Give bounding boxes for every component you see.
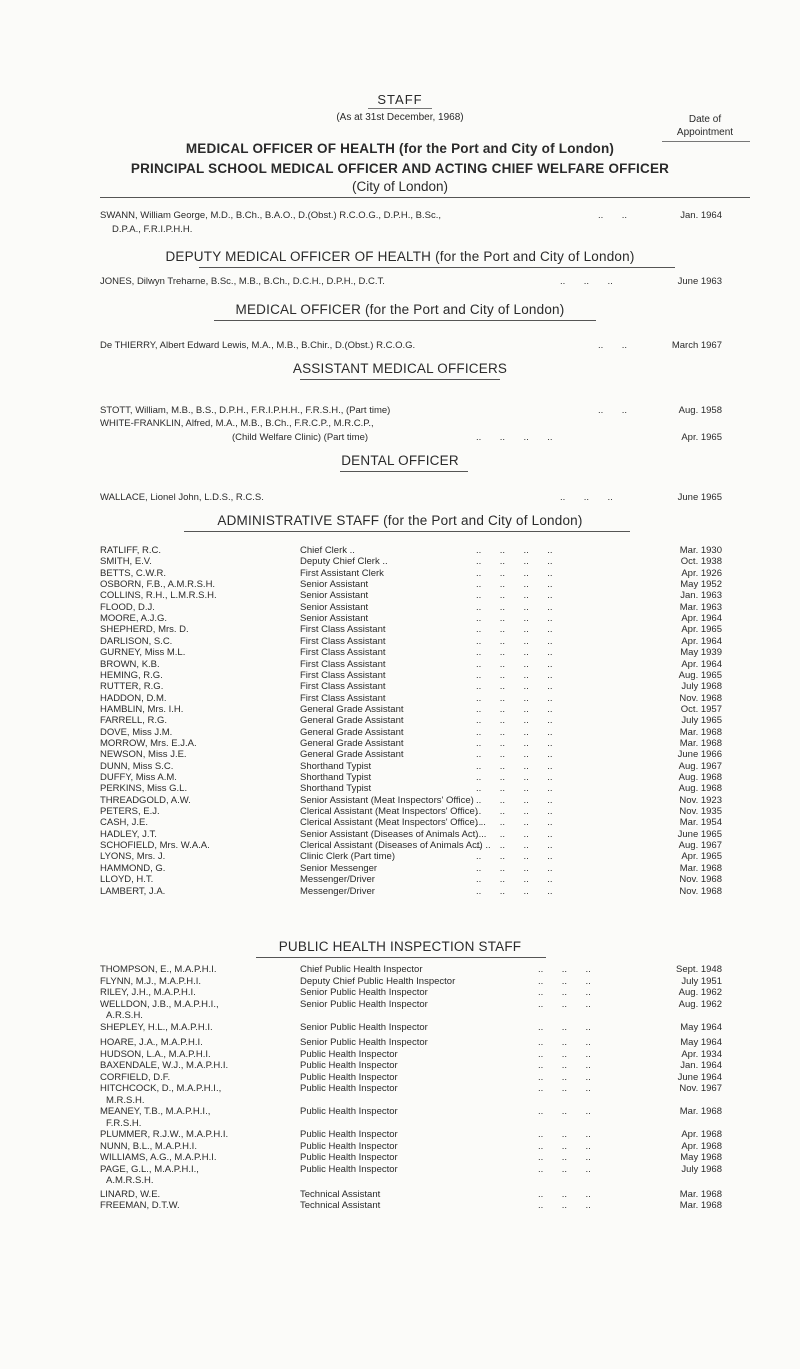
leader-dots: .. .. .. [538,975,591,987]
admin-heading: ADMINISTRATIVE STAFF (for the Port and City of London) [217,513,583,528]
staff-title: General Grade Assistant [300,749,404,761]
staff-name: CORFIELD, D.F. [100,1071,171,1083]
assistant-entry [0,418,800,431]
deputy-name: JONES, Dilwyn Treharne, B.Sc., M.B., B.Ch., D.C.H., D.P.H., D.C.T. [100,276,385,287]
leader-dots: .. .. .. .. [476,681,553,693]
staff-name: PERKINS, Miss G.L. [100,783,188,795]
table-row [0,1022,800,1035]
assistant-officers-heading: ASSISTANT MEDICAL OFFICERS [292,361,508,376]
leader-dots: .. .. .. .. [476,874,553,886]
staff-name: SHEPLEY, H.L., M.A.P.H.I. [100,1021,213,1033]
staff-name: OSBORN, F.B., A.M.R.S.H. [100,579,216,591]
leader-dots: .. .. .. .. [476,567,553,579]
dental-underline [340,471,468,472]
deputy-entry [0,276,800,289]
staff-title: Senior Public Health Inspector [300,987,428,998]
staff-date: Mar. 1968 [679,862,722,874]
leader-dots: .. .. .. [538,1037,591,1048]
staff-name: THREADGOLD, A.W. [100,794,191,806]
staff-title: Senior Assistant [300,613,369,625]
staff-title: Public Health Inspector [300,1163,398,1175]
staff-name: SCHOFIELD, Mrs. W.A.A. [100,840,210,852]
dental-name: WALLACE, Lionel John, L.D.S., R.C.S. [100,492,264,503]
staff-date: Oct. 1957 [680,703,722,715]
staff-qualification: M.R.S.H. [106,1094,145,1106]
staff-name: HAMMOND, G. [100,862,166,874]
staff-date: July 1965 [681,715,722,727]
staff-date: Nov. 1967 [679,1083,722,1094]
staff-title: Clerical Assistant (Diseases of Animals Act) .. [300,840,491,852]
deputy-date: June 1963 [677,276,722,287]
leader-dots: .. .. [598,210,628,221]
leader-dots: .. .. .. [538,1060,591,1071]
staff-name: WELLDON, J.B., M.A.P.H.I., [100,998,219,1010]
staff-date: June 1966 [677,749,722,761]
staff-date: May 1964 [680,1037,722,1048]
moh-name: SWANN, William George, M.D., B.Ch., B.A.O., D.(Obst.) R.C.O.G., D.P.H., B.Sc., [100,210,442,221]
leader-dots: .. .. .. [560,276,613,287]
staff-title: Deputy Chief Public Health Inspector [300,975,456,987]
staff-date: Mar. 1968 [679,1106,722,1117]
staff-name: RUTTER, R.G. [100,681,164,693]
staff-title: Technical Assistant [300,1200,381,1211]
table-row-cont [0,1175,800,1188]
date-column-heading: Date of Appointment [676,114,734,138]
staff-name: MEANEY, T.B., M.A.P.H.I., [100,1106,211,1117]
medical-officer-heading: MEDICAL OFFICER (for the Port and City of London) [235,302,565,317]
staff-date: May 1939 [680,647,722,659]
staff-date: Mar. 1963 [679,601,722,613]
leader-dots: .. .. .. [538,1083,591,1094]
leader-dots: .. .. .. .. [476,545,553,556]
leader-dots: .. .. .. [560,492,613,503]
staff-date: Apr. 1964 [681,613,722,625]
assistant-name: STOTT, William, M.B., B.S., D.P.H., F.R.I.P.H.H., F.R.S.H., (Part time) [100,405,391,416]
staff-name: MORROW, Mrs. E.J.A. [100,737,197,749]
leader-dots: .. .. .. .. [476,806,553,818]
staff-name: THOMPSON, E., M.A.P.H.I. [100,964,217,975]
staff-date: May 1952 [680,579,722,591]
staff-title: Clerical Assistant (Meat Inspectors' Office) .. [300,817,486,829]
leader-dots: .. .. .. .. [476,772,553,783]
leader-dots: .. .. .. .. [476,432,553,443]
staff-date: July 1968 [681,681,722,693]
staff-name: HOARE, J.A., M.A.P.H.I. [100,1037,203,1048]
assistant-note: (Child Welfare Clinic) (Part time) [232,432,369,443]
staff-date: July 1951 [681,975,722,987]
staff-title: Senior Assistant (Meat Inspectors' Office) [300,794,474,806]
staff-date: Sept. 1948 [676,964,722,975]
staff-name: DUFFY, Miss A.M. [100,772,177,783]
staff-name: PAGE, G.L., M.A.P.H.I., [100,1163,199,1175]
staff-name: LAMBERT, J.A. [100,885,166,897]
staff-name: FLYNN, M.J., M.A.P.H.I. [100,975,201,987]
staff-date: Nov. 1935 [679,806,722,818]
staff-name: PETERS, E.J. [100,806,160,818]
staff-date: Mar. 1968 [679,737,722,749]
leader-dots: .. .. [598,405,628,416]
staff-title: General Grade Assistant [300,715,404,727]
staff-title: Messenger/Driver [300,885,375,897]
leader-dots: .. .. .. .. [476,647,553,659]
staff-name: LINARD, W.E. [100,1188,161,1200]
staff-title: General Grade Assistant [300,703,404,715]
staff-date: May 1964 [680,1021,722,1033]
leader-dots: .. .. [598,340,628,351]
leader-dots: .. .. .. .. [476,828,553,840]
moh-date: Jan. 1964 [680,210,722,221]
leader-dots: .. .. .. [538,1188,591,1200]
leader-dots: .. .. .. .. [476,590,553,602]
leader-dots: .. .. .. .. [476,556,553,568]
leader-dots: .. .. .. [538,1048,591,1060]
staff-name: DOVE, Miss J.M. [100,726,173,738]
leader-dots: .. .. .. .. [476,760,553,772]
dental-entry [0,492,800,505]
assistant-date: Aug. 1958 [678,405,722,416]
staff-date: June 1965 [677,828,722,840]
staff-name: DUNN, Miss S.C. [100,760,174,772]
staff-name: PLUMMER, R.J.W., M.A.P.H.I. [100,1129,229,1140]
staff-qualification: F.R.S.H. [106,1117,142,1129]
as-at-date: (As at 31st December, 1968) [336,112,464,123]
staff-name: FARRELL, R.G. [100,715,168,727]
staff-title: Shorthand Typist [300,760,372,772]
page-title: STAFF [377,92,423,107]
leader-dots: .. .. .. [538,1140,591,1152]
staff-title: First Class Assistant [300,669,386,681]
leader-dots: .. .. .. [538,964,591,975]
staff-name: LLOYD, H.T. [100,874,154,886]
staff-date: Mar. 1968 [679,1200,722,1211]
staff-date: May 1968 [680,1152,722,1163]
staff-date: Apr. 1965 [681,851,722,863]
staff-date: Aug. 1965 [678,669,722,681]
staff-title: Public Health Inspector [300,1083,398,1094]
staff-name: HADLEY, J.T. [100,828,157,840]
staff-name: BAXENDALE, W.J., M.A.P.H.I. [100,1060,229,1071]
staff-title: Senior Assistant [300,590,369,602]
staff-title: Public Health Inspector [300,1060,398,1071]
staff-title: Senior Assistant [300,601,369,613]
staff-date: Nov. 1968 [679,692,722,704]
dental-date: June 1965 [677,492,722,503]
staff-title: Senior Public Health Inspector [300,1021,428,1033]
staff-date: Oct. 1938 [680,556,722,568]
leader-dots: .. .. .. [538,1152,591,1163]
leader-dots: .. .. .. [538,1163,591,1175]
leader-dots: .. .. .. [538,998,591,1010]
staff-title: Senior Assistant [300,579,369,591]
staff-name: SHEPHERD, Mrs. D. [100,624,189,636]
dental-heading: DENTAL OFFICER [341,453,459,468]
leader-dots: .. .. .. [538,1129,591,1140]
staff-date: Apr. 1934 [681,1048,722,1060]
staff-name: BROWN, K.B. [100,658,160,670]
staff-title: Chief Public Health Inspector [300,964,423,975]
staff-date: Nov. 1923 [679,794,722,806]
moh-heading: MEDICAL OFFICER OF HEALTH (for the Port and City of London) [185,141,615,156]
staff-title: Technical Assistant [300,1188,381,1200]
moh-entry [0,210,800,223]
staff-title: First Class Assistant [300,635,386,647]
staff-date: June 1964 [677,1071,722,1083]
staff-date: Mar. 1930 [679,545,722,556]
staff-name: GURNEY, Miss M.L. [100,647,186,659]
staff-name: HAMBLIN, Mrs. I.H. [100,703,184,715]
leader-dots: .. .. .. .. [476,817,553,829]
staff-name: NEWSON, Miss J.E. [100,749,187,761]
staff-name: SMITH, E.V. [100,556,152,568]
staff-date: Jan. 1964 [680,1060,722,1071]
staff-name: DARLISON, S.C. [100,635,173,647]
staff-name: WILLIAMS, A.G., M.A.P.H.I. [100,1152,217,1163]
leader-dots: .. .. .. .. [476,840,553,852]
leader-dots: .. .. .. .. [476,885,553,897]
medical-officer-date: March 1967 [671,340,722,351]
staff-date: Nov. 1968 [679,874,722,886]
leader-dots: .. .. .. .. [476,635,553,647]
leader-dots: .. .. .. [538,987,591,998]
leader-dots: .. .. .. .. [476,862,553,874]
staff-title: General Grade Assistant [300,726,404,738]
staff-date: Aug. 1962 [678,987,722,998]
staff-title: Senior Public Health Inspector [300,998,428,1010]
moh-qualifications: D.P.A., F.R.I.P.H.H. [112,224,193,235]
staff-title: First Class Assistant [300,681,386,693]
staff-title: Clerical Assistant (Meat Inspectors' Office) [300,806,478,818]
staff-date: Aug. 1962 [678,998,722,1010]
staff-date: Jan. 1963 [680,590,722,602]
leader-dots: .. .. .. .. [476,794,553,806]
staff-name: FLOOD, D.J. [100,601,155,613]
staff-date: Aug. 1967 [678,760,722,772]
staff-title: Public Health Inspector [300,1106,398,1117]
staff-qualification: A.M.R.S.H. [106,1175,154,1186]
leader-dots: .. .. .. [538,1021,591,1033]
staff-title: Public Health Inspector [300,1129,398,1140]
assistant-officers-underline [300,379,500,380]
staff-title: Clinic Clerk (Part time) [300,851,396,863]
staff-title: First Class Assistant [300,647,386,659]
leader-dots: .. .. .. .. [476,579,553,591]
medical-officer-underline [214,320,596,321]
leader-dots: .. .. .. .. [476,692,553,704]
moh-entry-cont [0,224,800,237]
staff-title: First Class Assistant [300,692,386,704]
deputy-underline [199,267,675,268]
leader-dots: .. .. .. .. [476,601,553,613]
assistant-entry [0,405,800,418]
deputy-heading: DEPUTY MEDICAL OFFICER OF HEALTH (for the Port and City of London) [165,249,635,264]
assistant-entry-cont [0,432,800,445]
staff-title: Public Health Inspector [300,1152,398,1163]
staff-date: July 1968 [681,1163,722,1175]
leader-dots: .. .. .. .. [476,703,553,715]
staff-name: NUNN, B.L., M.A.P.H.I. [100,1140,197,1152]
staff-name: HITCHCOCK, D., M.A.P.H.I., [100,1083,222,1094]
leader-dots: .. .. .. [538,1200,591,1211]
staff-date: Apr. 1965 [681,624,722,636]
leader-dots: .. .. .. [538,1071,591,1083]
leader-dots: .. .. .. [538,1106,591,1117]
staff-date: Apr. 1968 [681,1129,722,1140]
city-subheading: (City of London) [351,179,449,194]
staff-name: RILEY, J.H., M.A.P.H.I. [100,987,196,998]
staff-name: HEMING, R.G. [100,669,163,681]
staff-date: Mar. 1968 [679,1188,722,1200]
staff-date: Nov. 1968 [679,885,722,897]
staff-name: HADDON, D.M. [100,692,167,704]
staff-name: FREEMAN, D.T.W. [100,1200,180,1211]
staff-name: HUDSON, L.A., M.A.P.H.I. [100,1048,211,1060]
staff-title: Senior Public Health Inspector [300,1037,428,1048]
staff-title: Messenger/Driver [300,874,375,886]
leader-dots: .. .. .. .. [476,749,553,761]
staff-title: General Grade Assistant [300,737,404,749]
staff-name: CASH, J.E. [100,817,149,829]
leader-dots: .. .. .. .. [476,851,553,863]
staff-name: BETTS, C.W.R. [100,567,166,579]
staff-date: Apr. 1968 [681,1140,722,1152]
staff-title: Senior Assistant (Diseases of Animals Act) .. [300,828,487,840]
leader-dots: .. .. .. .. [476,613,553,625]
title-underline [368,108,432,109]
staff-date: Mar. 1968 [679,726,722,738]
header-rule [100,197,750,198]
leader-dots: .. .. .. .. [476,726,553,738]
staff-name: COLLINS, R.H., L.M.R.S.H. [100,590,217,602]
leader-dots: .. .. .. .. [476,783,553,795]
medical-officer-entry [0,340,800,353]
staff-date: Apr. 1964 [681,658,722,670]
admin-underline [184,531,630,532]
staff-date: Apr. 1964 [681,635,722,647]
staff-date: Aug. 1968 [678,783,722,795]
psmo-heading: PRINCIPAL SCHOOL MEDICAL OFFICER AND ACTING CHIEF WELFARE OFFICER [130,161,670,176]
staff-date: Aug. 1968 [678,772,722,783]
staff-name: RATLIFF, R.C. [100,545,162,556]
staff-date: Mar. 1954 [679,817,722,829]
leader-dots: .. .. .. .. [476,624,553,636]
table-row [0,1200,800,1213]
table-row [0,886,800,899]
staff-name: LYONS, Mrs. J. [100,851,166,863]
staff-title: Shorthand Typist [300,783,372,795]
staff-title: First Assistant Clerk [300,567,384,579]
phi-underline [256,957,546,958]
staff-name: MOORE, A.J.G. [100,613,168,625]
staff-title: Public Health Inspector [300,1048,398,1060]
assistant-date: Apr. 1965 [681,432,722,443]
leader-dots: .. .. .. .. [476,658,553,670]
leader-dots: .. .. .. .. [476,737,553,749]
staff-title: First Class Assistant [300,624,386,636]
staff-title: Public Health Inspector [300,1140,398,1152]
staff-title: First Class Assistant [300,658,386,670]
staff-title: Public Health Inspector [300,1071,398,1083]
leader-dots: .. .. .. .. [476,715,553,727]
staff-title: Shorthand Typist [300,772,372,783]
staff-qualification: A.R.S.H. [106,1010,143,1021]
staff-title: Chief Clerk .. [300,545,355,556]
assistant-name: WHITE-FRANKLIN, Alfred, M.A., M.B., B.Ch., F.R.C.P., M.R.C.P., [100,418,374,429]
phi-heading: PUBLIC HEALTH INSPECTION STAFF [278,939,522,954]
staff-title: Deputy Chief Clerk .. [300,556,388,568]
staff-date: Apr. 1926 [681,567,722,579]
leader-dots: .. .. .. .. [476,669,553,681]
staff-title: Senior Messenger [300,862,378,874]
medical-officer-name: De THIERRY, Albert Edward Lewis, M.A., M.B., B.Chir., D.(Obst.) R.C.O.G. [100,340,416,351]
staff-date: Aug. 1967 [678,840,722,852]
